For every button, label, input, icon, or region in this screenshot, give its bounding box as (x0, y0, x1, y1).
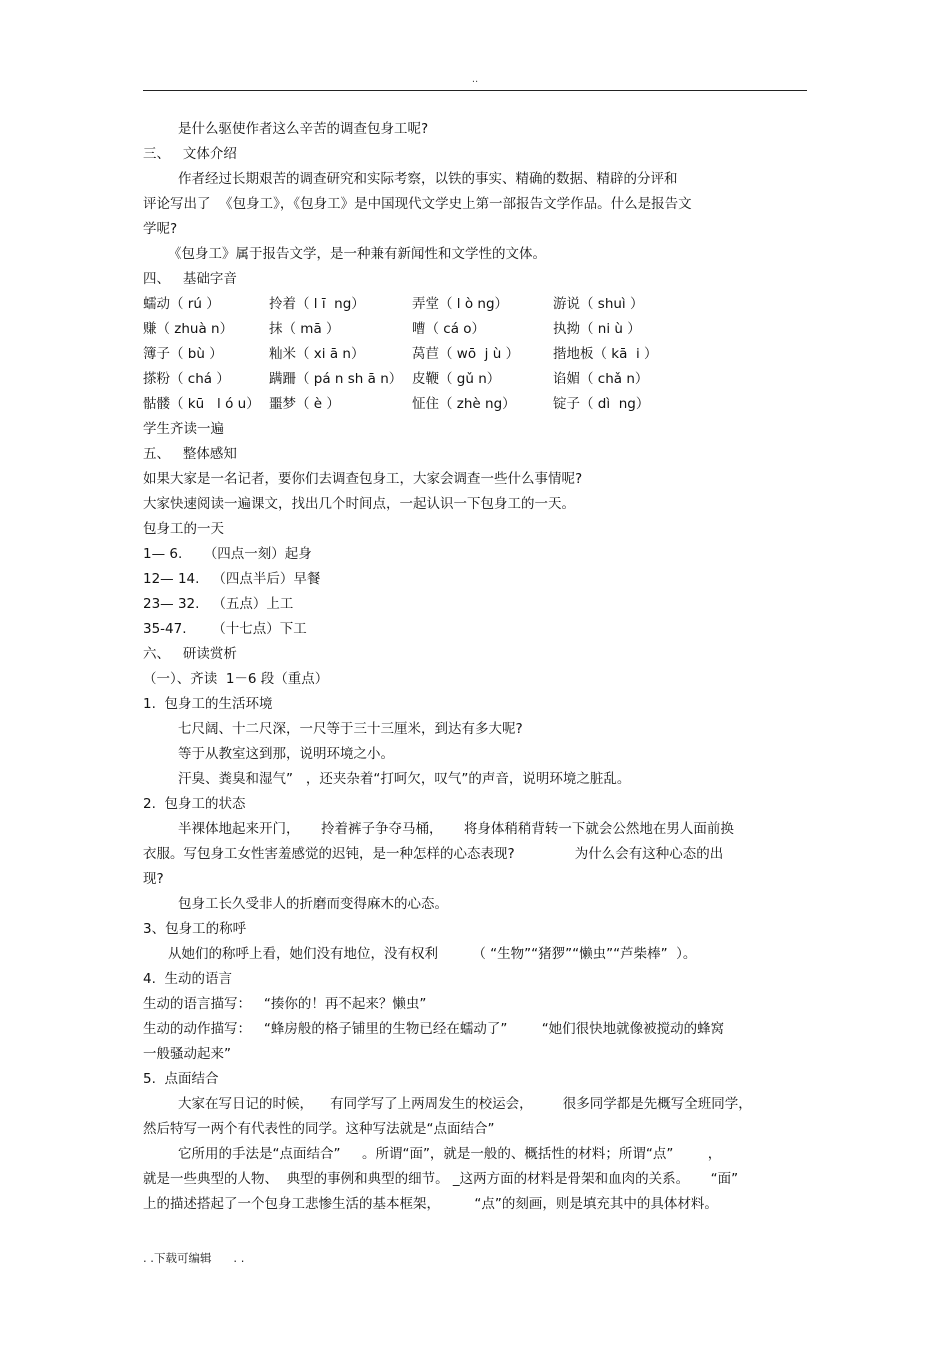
paragraph: 半裸体地起来开门， 拎着裤子争夺马桶， 将身体稍稍背转一下就会公然地在男人面前换 (178, 821, 734, 837)
footer-text: . .下载可编辑 . . (143, 1251, 245, 1265)
paragraph: 学呢? (143, 221, 178, 237)
pinyin-entry: 弄堂（ l ò ng） (412, 296, 509, 312)
paragraph: 生动的语言描写： “揍你的！再不起来？懒虫” (143, 996, 427, 1012)
pinyin-entry: 游说（ shuì ） (553, 296, 644, 312)
paragraph: 衣服。写包身工女性害羞感觉的迟钝，是一种怎样的心态表现? 为什么会有这种心态的出 (143, 846, 724, 862)
paragraph: 如果大家是一名记者，要你们去调查包身工，大家会调查一些什么事情呢? (143, 471, 583, 487)
paragraph: 就是一些典型的人物、 典型的事例和典型的细节。 _这两方面的材料是骨架和血肉的关系。 “面” (143, 1171, 739, 1187)
section-heading: 四、 基础字音 (143, 271, 237, 287)
subsection-heading: 5. 点面结合 (143, 1071, 219, 1087)
pinyin-entry: 谄媚（ chǎ n） (553, 371, 649, 387)
pinyin-entry: 揩地板（ kā i ） (553, 346, 658, 362)
paragraph: 是什么驱使作者这么辛苦的调查包身工呢? (178, 121, 429, 137)
pinyin-entry: 噩梦（ è ） (269, 396, 340, 412)
paragraph: 学生齐读一遍 (143, 421, 224, 437)
paragraph: 七尺阔、十二尺深，一尺等于三十三厘米，到达有多大呢? (178, 721, 523, 737)
section-heading: 五、 整体感知 (143, 446, 237, 462)
pinyin-row (143, 342, 813, 367)
subsection-heading: 1. 包身工的生活环境 (143, 696, 273, 712)
section-heading: 三、 文体介绍 (143, 146, 237, 162)
pinyin-entry: 蹒跚（ pá n sh ā n） (269, 371, 403, 387)
pinyin-row (143, 292, 813, 317)
subsection-heading: 4. 生动的语言 (143, 971, 232, 987)
paragraph: 包身工长久受非人的折磨而变得麻木的心态。 (178, 896, 448, 912)
subsection-heading: 2. 包身工的状态 (143, 796, 246, 812)
paragraph: 从她们的称呼上看，她们没有地位，没有权利 （ “生物”“猪猡”“懒虫”“芦柴棒” ）。 (168, 946, 697, 962)
pinyin-entry: 搽粉（ chá ） (143, 371, 230, 387)
timeline-item: 23— 32. （五点）上工 (143, 596, 294, 612)
paragraph: 等于从教室这到那，说明环境之小。 (178, 746, 394, 762)
paragraph: 现? (143, 871, 164, 887)
paragraph: 汗臭、粪臭和湿气” ，还夹杂着“打呵欠，叹气”的声音，说明环境之脏乱。 (178, 771, 631, 787)
pinyin-entry: 嘈（ cá o） (412, 321, 486, 337)
document-body (143, 117, 813, 1217)
pinyin-entry: 怔住（ zhè ng） (412, 396, 516, 412)
paragraph: 一般骚动起来” (143, 1046, 231, 1062)
pinyin-row (143, 367, 813, 392)
pinyin-entry: 莴苣（ wō j ù ） (412, 346, 520, 362)
section-heading: 六、 研读赏析 (143, 646, 237, 662)
timeline-item: 12— 14. （四点半后）早餐 (143, 571, 321, 587)
pinyin-entry: 赚（ zhuà n） (143, 321, 234, 337)
pinyin-entry: 蠕动（ rú ） (143, 296, 220, 312)
pinyin-entry: 簿子（ bù ） (143, 346, 223, 362)
pinyin-row (143, 317, 813, 342)
pinyin-entry: 锭子（ dì ng） (553, 396, 650, 412)
timeline-item: 35-47. （十七点）下工 (143, 621, 307, 637)
pinyin-entry: 抹（ mā ） (269, 321, 340, 337)
paragraph: 作者经过长期艰苦的调查研究和实际考察，以铁的事实、精确的数据、精辟的分评和 (178, 171, 678, 187)
pinyin-entry: 皮鞭（ gǔ n） (412, 371, 501, 387)
paragraph: 大家在写日记的时候， 有同学写了上两周发生的校运会， 很多同学都是先概写全班同学， (178, 1096, 752, 1112)
header-rule (143, 90, 807, 91)
paragraph: 评论写出了 《包身工》，《包身工》是中国现代文学史上第一部报告文学作品。什么是报告文 (143, 196, 692, 212)
subsection-heading: 3、包身工的称呼 (143, 921, 247, 937)
paragraph: 它所用的手法是“点面结合” 。所谓“面”，就是一般的、概括性的材料；所谓“点” ， (178, 1146, 722, 1162)
paragraph: 《包身工》属于报告文学，是一种兼有新闻性和文学性的文体。 (168, 246, 546, 262)
timeline-item: 1— 6. （四点一刻）起身 (143, 546, 312, 562)
paragraph: 包身工的一天 (143, 521, 224, 537)
paragraph: 然后特写一两个有代表性的同学。这种写法就是“点面结合” (143, 1121, 495, 1137)
pinyin-entry: 籼米（ xi ā n） (269, 346, 365, 362)
paragraph: 生动的动作描写： “蜂房般的格子铺里的生物已经在蠕动了” “她们很快地就像被搅动的蜂窝 (143, 1021, 725, 1037)
pinyin-entry: 执拗（ ni ù ） (553, 321, 641, 337)
subsection-heading: （一）、齐读 1－6 段（重点） (143, 671, 329, 687)
pinyin-entry: 骷髅（ kū l ó u） (143, 396, 260, 412)
paragraph: 上的描述搭起了一个包身工悲惨生活的基本框架， “点”的刻画，则是填充其中的具体材料。 (143, 1196, 718, 1212)
paragraph: 大家快速阅读一遍课文，找出几个时间点，一起认识一下包身工的一天。 (143, 496, 575, 512)
pinyin-row (143, 392, 813, 417)
pinyin-entry: 拎着（ l ī ng） (269, 296, 365, 312)
header-dots: .. (471, 74, 479, 85)
